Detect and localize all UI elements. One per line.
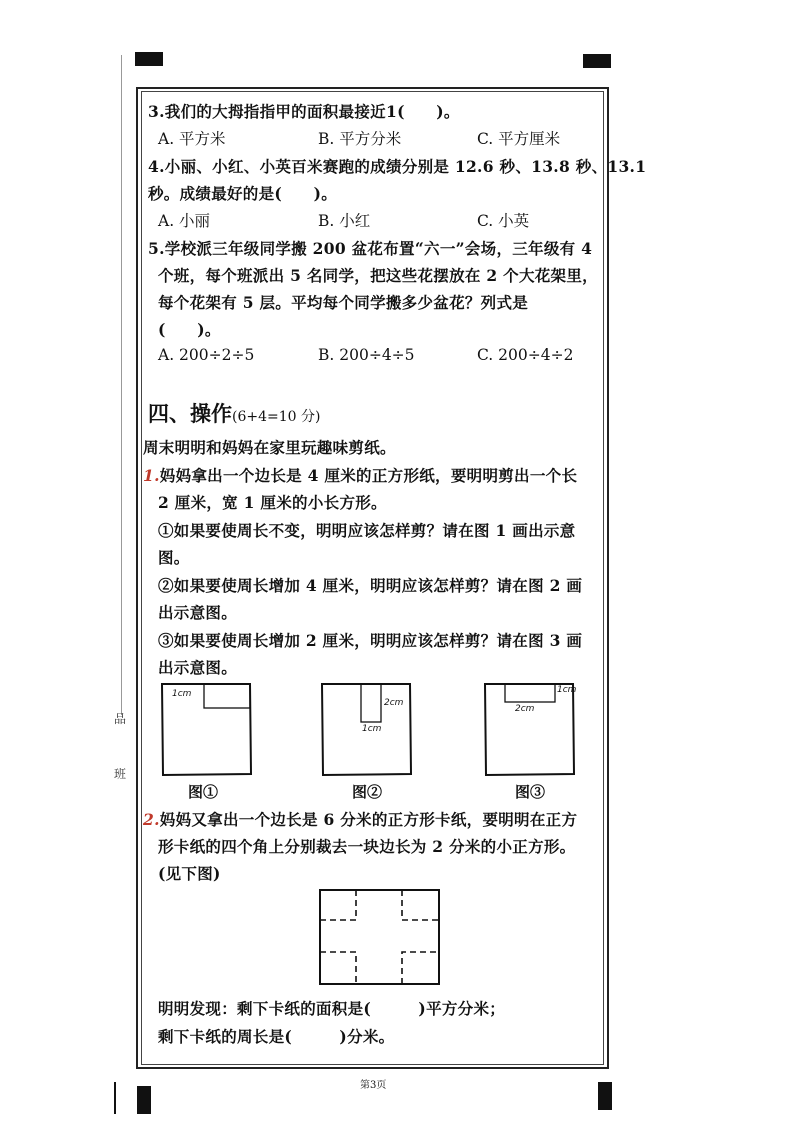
q4-option-c: C. 小英 [477, 212, 530, 230]
registration-mark-bottom-right [598, 1082, 612, 1110]
subquestion-3a: ③如果要使周长增加 2 厘米，明明应该怎样剪？请在图 3 画 [158, 631, 583, 650]
q3-option-b: B. 平方分米 [318, 130, 402, 148]
q3-stem: 3.我们的大拇指指甲的面积最接近1( )。 [148, 102, 460, 121]
figure-2-caption: 图② [352, 783, 383, 801]
q5-option-b: B. 200÷4÷5 [318, 346, 415, 364]
problem-2-line2: 形卡纸的四个角上分别裁去一块边长为 2 分米的小正方形。 [158, 837, 576, 856]
registration-mark-bottom-left [137, 1086, 151, 1114]
cross-diagram [318, 888, 442, 988]
figure-1-caption: 图① [188, 783, 219, 801]
q4-line2: 秒。成绩最好的是( )。 [148, 184, 338, 203]
binding-line-left [114, 1082, 116, 1114]
section-4-heading: 四、操作 [148, 401, 232, 426]
answer-area-line: 明明发现：剩下卡纸的面积是( )平方分米； [158, 999, 506, 1018]
problem-2-text1: 妈妈又拿出一个边长是 6 分米的正方形卡纸，要明明在正方 [159, 810, 578, 829]
registration-mark-top-left [135, 52, 163, 66]
q4-line1: 4.小丽、小红、小英百米赛跑的成绩分别是 12.6 秒、13.8 秒、13.1 [148, 157, 647, 176]
q3-option-a: A. 平方米 [158, 130, 226, 148]
figure-3-bottom-label: 2cm [515, 704, 535, 714]
section-4-intro: 周末明明和妈妈在家里玩趣味剪纸。 [143, 438, 396, 457]
problem-1-line2: 2 厘米，宽 1 厘米的小长方形。 [158, 493, 387, 512]
subquestion-3b: 出示意图。 [158, 658, 238, 677]
subquestion-1b: 图。 [158, 548, 190, 567]
subquestion-1a: ①如果要使周长不变，明明应该怎样剪？请在图 1 画出示意 [158, 521, 576, 540]
q3-option-c: C. 平方厘米 [477, 130, 561, 148]
q5-line1: 5.学校派三年级同学搬 200 盆花布置“六一”会场，三年级有 4 [148, 239, 593, 258]
figure-1-label: 1cm [172, 689, 192, 699]
q5-line3: 每个花架有 5 层。平均每个同学搬多少盆花？列式是 [158, 293, 529, 312]
registration-mark-top-right [583, 54, 611, 68]
figure-2-bottom-label: 1cm [362, 724, 382, 734]
subquestion-2b: 出示意图。 [158, 603, 238, 622]
side-text-b: 班 [114, 767, 127, 781]
page-number: 第3页 [360, 1080, 387, 1091]
problem-1-line1 [143, 464, 577, 486]
problem-1-text1: 妈妈拿出一个边长是 4 厘米的正方形纸，要明明剪出一个长 [159, 466, 578, 485]
problem-2-number: 2. [143, 810, 160, 829]
figure-3 [481, 680, 577, 780]
subquestion-2a: ②如果要使周长增加 4 厘米，明明应该怎样剪？请在图 2 画 [158, 576, 583, 595]
q5-line4: ( )。 [158, 320, 221, 339]
problem-1-number: 1. [143, 466, 160, 485]
q5-option-c: C. 200÷4÷2 [477, 346, 574, 364]
q5-option-a: A. 200÷2÷5 [158, 346, 255, 364]
q4-option-a: A. 小丽 [158, 212, 211, 230]
problem-2-line1 [143, 808, 577, 830]
section-4-title [148, 398, 320, 428]
figure-3-caption: 图③ [515, 783, 546, 801]
side-text-a: 品 [114, 712, 127, 726]
answer-perimeter-line: 剩下卡纸的周长是( )分米。 [158, 1027, 395, 1046]
figure-2-side-label: 2cm [384, 698, 404, 708]
q5-line2: 个班，每个班派出 5 名同学，把这些花摆放在 2 个大花架里， [158, 266, 598, 285]
problem-2-line3: (见下图) [158, 864, 221, 883]
q4-option-b: B. 小红 [318, 212, 371, 230]
section-4-points: (6+4=10 分) [232, 409, 321, 425]
binding-line-top [121, 55, 122, 715]
figure-3-side-label: 1cm [557, 685, 577, 695]
